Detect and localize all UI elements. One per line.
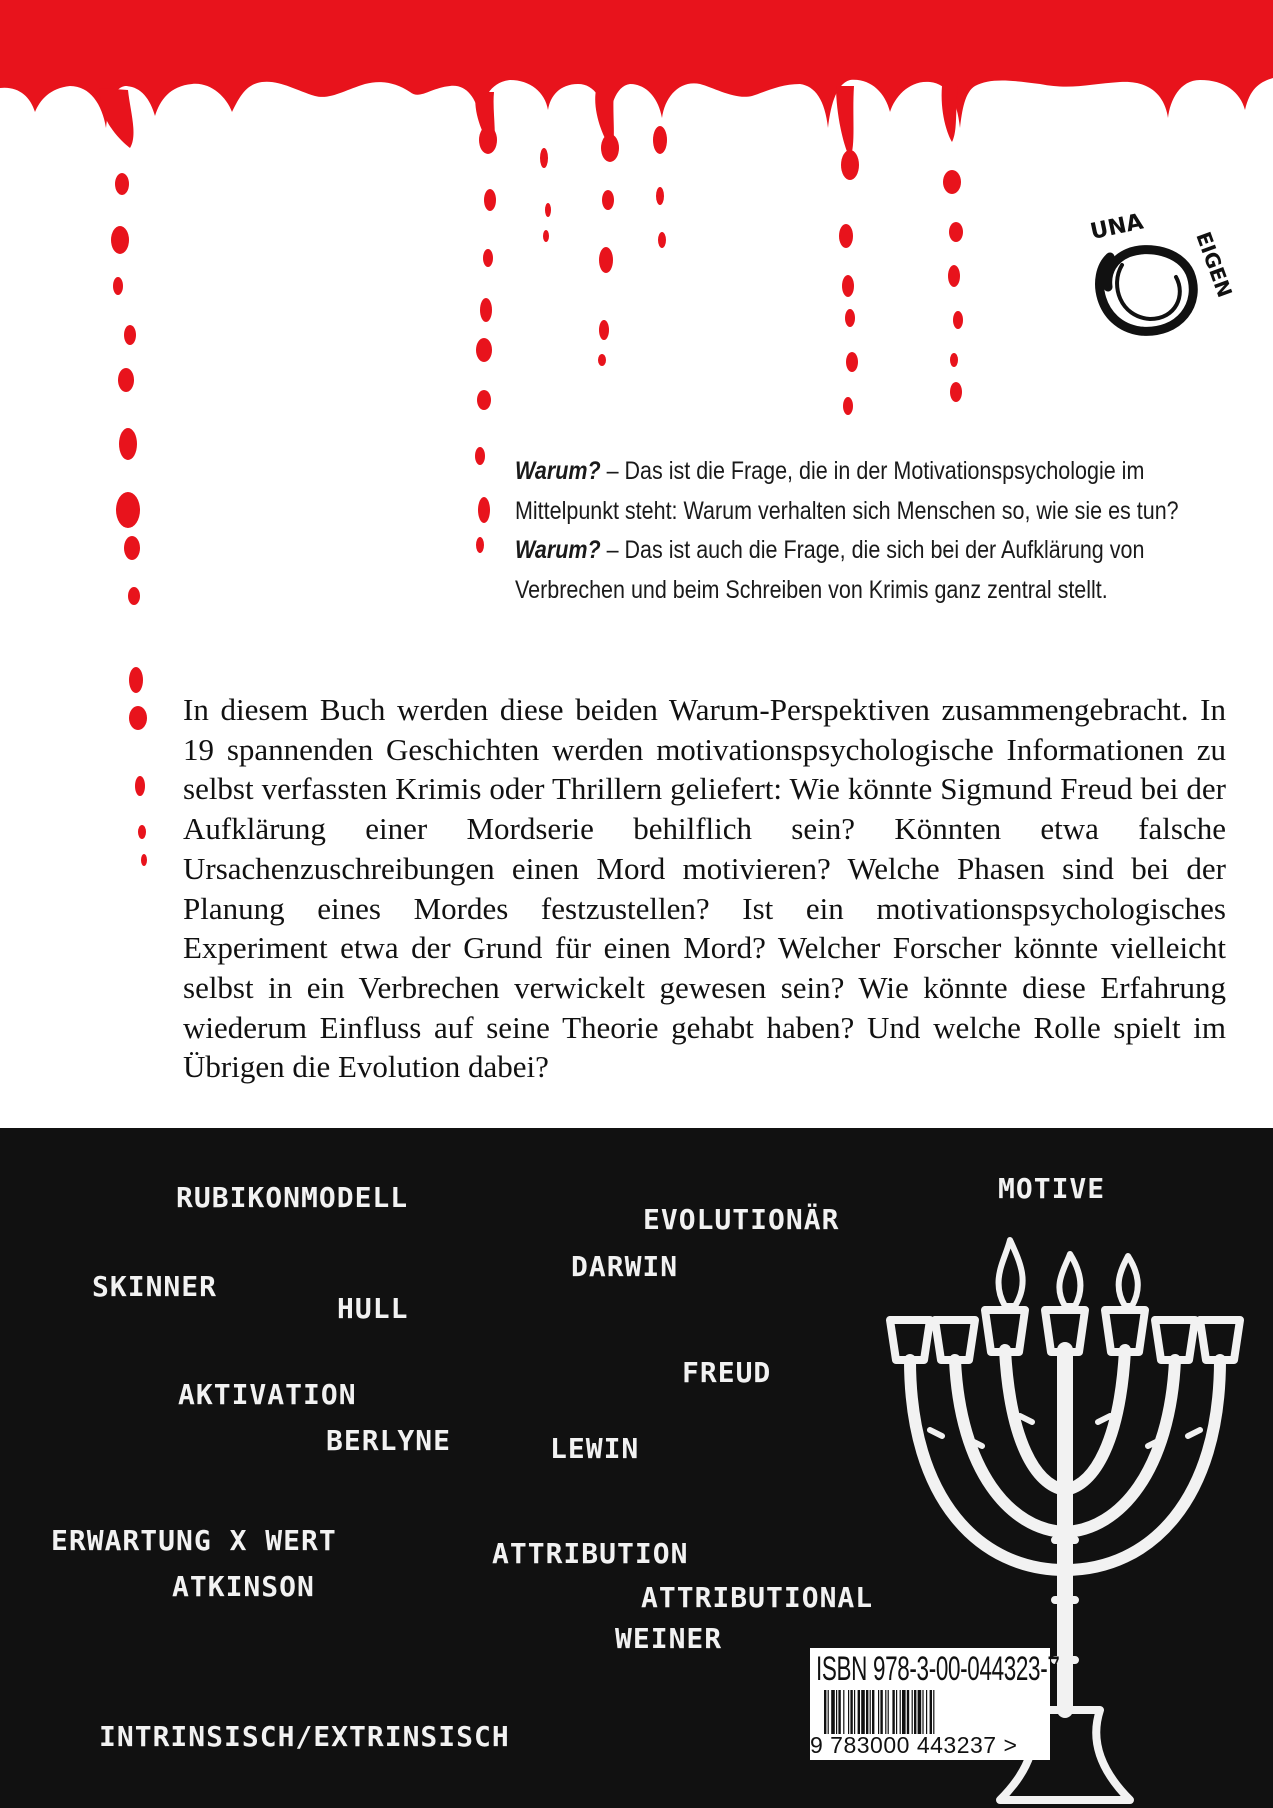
- barcode-bar: [831, 1690, 835, 1734]
- barcode-bar: [907, 1690, 909, 1734]
- barcode-bar: [880, 1690, 882, 1734]
- intro-text: [515, 452, 1225, 610]
- barcode-bar: [926, 1690, 927, 1734]
- keyword-freud: FREUD: [682, 1356, 772, 1389]
- barcode-bar: [896, 1690, 897, 1734]
- keyword-attributional: ATTRIBUTIONAL: [641, 1581, 874, 1614]
- publisher-logo: [1070, 195, 1238, 355]
- keyword-darwin: DARWIN: [571, 1250, 679, 1283]
- keyword-intrinsisch-extrinsisch: INTRINSISCH/EXTRINSISCH: [99, 1720, 510, 1753]
- barcode-bar: [870, 1690, 871, 1734]
- keyword-hull: HULL: [337, 1292, 409, 1325]
- keyword-attribution: ATTRIBUTION: [492, 1537, 689, 1570]
- barcode-bar: [922, 1690, 923, 1734]
- barcode-bar: [930, 1690, 932, 1734]
- keyword-aktivation: AKTIVATION: [178, 1378, 357, 1411]
- keyword-motive: MOTIVE: [998, 1172, 1106, 1205]
- keyword-atkinson: ATKINSON: [172, 1570, 315, 1603]
- barcode-bar: [838, 1690, 840, 1734]
- barcode-bar: [912, 1690, 913, 1734]
- keyword-skinner: SKINNER: [92, 1270, 218, 1303]
- logo-text-right: EIGEN: [1191, 228, 1238, 301]
- barcode-bar: [858, 1690, 860, 1734]
- intro-question-1: Warum?: [515, 457, 601, 485]
- keyword-lewin: LEWIN: [550, 1432, 640, 1465]
- isbn-number: ISBN 978-3-00-044323-7: [816, 1650, 1060, 1688]
- barcode: [824, 1690, 1036, 1734]
- barcode-bar: [854, 1690, 855, 1734]
- barcode-bar: [872, 1690, 874, 1734]
- keyword-evolutionaer: EVOLUTIONÄR: [643, 1203, 840, 1236]
- isbn-barcode-box: [810, 1648, 1060, 1760]
- barcode-bar: [902, 1690, 906, 1734]
- intro-paragraph-2: [515, 531, 1225, 610]
- barcode-bar: [918, 1690, 922, 1734]
- barcode-bar: [861, 1690, 865, 1734]
- barcode-bar: [824, 1690, 826, 1734]
- barcode-digits: 9 783000 443237 >: [810, 1732, 1018, 1758]
- keyword-erwartung-x-wert: ERWARTUNG X WERT: [51, 1524, 337, 1557]
- barcode-bar: [843, 1690, 844, 1734]
- keyword-berlyne: BERLYNE: [326, 1424, 452, 1457]
- barcode-bar: [836, 1690, 837, 1734]
- barcode-bar: [888, 1690, 889, 1734]
- logo-text-top: UNA: [1088, 209, 1146, 246]
- barcode-bar: [900, 1690, 901, 1734]
- barcode-bar: [885, 1690, 886, 1734]
- barcode-bar: [850, 1690, 852, 1734]
- keyword-rubikonmodell: RUBIKONMODELL: [176, 1181, 409, 1214]
- barcode-bar: [828, 1690, 829, 1734]
- barcode-bar: [848, 1690, 849, 1734]
- intro-paragraph-1: [515, 452, 1225, 531]
- barcode-bar: [933, 1690, 934, 1734]
- barcode-bar: [866, 1690, 868, 1734]
- intro-sentence-1: – Das ist die Frage, die in der Motivationspsychologie im Mittelpunkt steht: Warum verhalten sich Menschen so, wie sie es tun?: [515, 457, 1179, 525]
- barcode-bar: [914, 1690, 916, 1734]
- intro-question-2: Warum?: [515, 536, 601, 564]
- barcode-bar: [892, 1690, 894, 1734]
- blurb-paragraph: In diesem Buch werden diese beiden Warum-Perspektiven zusammengebracht. In 19 spannenden Geschichten werden motivationspsychologische Informationen zu selbst verfassten Krimis oder Thrillern geliefert: Wie könnte Sigmund Freud bei der Aufklärung einer Mordserie behilflich sein? Könnten etwa falsche Ursachenzuschreibungen einen Mord motivieren? Welche Phasen sind bei der Planung eines Mordes festzustellen? Ist ein motivationspsychologisches Experiment etwa der Grund für einen Mord? Welcher Forscher könnte vielleicht selbst in ein Verbrechen verwickelt gewesen sein? Wie könnte diese Erfahrung wiederum Einfluss auf seine Theorie gehabt haben? Und welche Rolle spielt im Übrigen die Evolution dabei?: [183, 692, 1226, 1085]
- barcode-bar: [878, 1690, 879, 1734]
- intro-sentence-2: – Das ist auch die Frage, die sich bei der Aufklärung von Verbrechen und beim Schreiben von Krimis ganz zentral stellt.: [515, 536, 1145, 604]
- keyword-weiner: WEINER: [615, 1622, 723, 1655]
